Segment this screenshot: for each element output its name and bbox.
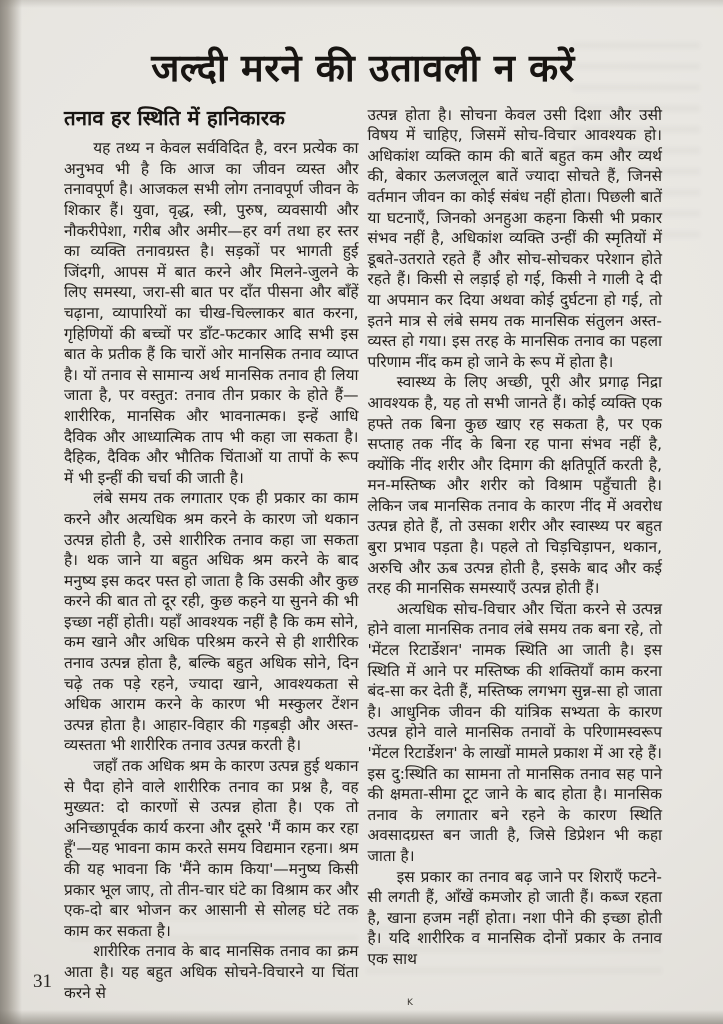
two-column-body <box>64 105 662 1004</box>
paragraph: यह तथ्य न केवल सर्वविदित है, वरन प्रत्येक का अनुभव भी है कि आज का जीवन व्यस्त और तनावपूर्ण है। आजकल सभी लोग तनावपूर्ण जीवन के शिकार हैं। युवा, वृद्ध, स्त्री, पुरुष, व्यवसायी और नौकरीपेशा, गरीब और अमीर—हर वर्ग तथा हर स्तर का व्यक्ति तनावग्रस्त है। सड़कों पर भागती हुई जिंदगी, आपस में बात करने और मिलने-जुलने के लिए समस्या, जरा-सी बात पर दाँत पीसना और बाँहें चढ़ाना, व्यापारियों का चीख-चिल्लाकर बात करना, गृहिणियों की बच्चों पर डाँट-फटकार आदि सभी इस बात के प्रतीक हैं कि चारों ओर मानसिक तनाव व्याप्त है। यों तनाव से सामान्य अर्थ मानसिक तनाव ही लिया जाता है, पर वस्तुत: तनाव तीन प्रकार के होते हैं—शारीरिक, मानसिक और भावनात्मक। इन्हें आधि दैविक और आध्यात्मिक ताप भी कहा जा सकता है। दैहिक, दैविक और भौतिक चिंताओं या तापों के रूप में भी इन्हीं की चर्चा की जाती है। <box>64 139 359 487</box>
page-binding-shadow <box>0 0 22 1024</box>
paragraph: इस प्रकार का तनाव बढ़ जाने पर शिराएँ फटने-सी लगती हैं, आँखें कमजोर हो जाती हैं। कब्ज रहता है, खाना हजम नहीं होता। नशा पीने की इच्छा होती है। यदि शारीरिक व मानसिक दोनों प्रकार के तनाव एक साथ <box>367 867 662 968</box>
paragraph: शारीरिक तनाव के बाद मानसिक तनाव का क्रम आता है। यह बहुत अधिक सोचने-विचारने या चिंता करने से <box>64 942 359 1002</box>
paragraph: उत्पन्न होता है। सोचना केवल उसी दिशा और उसी विषय में चाहिए, जिसमें सोच-विचार आवश्यक हो। अधिकांश व्यक्ति काम की बातें बहुत कम और व्यर्थ की, बेकार ऊलजलूल बातें ज्यादा सोचते हैं, जिनसे वर्तमान जीवन का कोई संबंध नहीं होता। पिछली बातें या घटनाएँ, जिनको अनहुआ कहना किसी भी प्रकार संभव नहीं है, अधिकांश व्यक्ति उन्हीं की स्मृतियों में डूबते-उतराते रहते हैं और सोच-सोचकर परेशान होते रहते हैं। किसी से लड़ाई हो गई, किसी ने गाली दे दी या अपमान कर दिया अथवा कोई दुर्घटना हो गई, तो इतने मात्र से लंबे समय तक मानसिक संतुलन अस्त-व्यस्त हो गया। इस तरह के मानसिक तनाव का पहला परिणाम नींद कम हो जाने के रूप में होता है। <box>367 105 662 371</box>
page-bottom-edge-shadow <box>0 1010 723 1024</box>
paragraph: जहाँ तक अधिक श्रम के कारण उत्पन्न हुई थकान से पैदा होने वाले शारीरिक तनाव का प्रश्न है, वह मुख्यत: दो कारणों से उत्पन्न होता है। एक तो अनिच्छापूर्वक कार्य करना और दूसरे 'मैं काम कर रहा हूँ'—यह भावना काम करते समय विद्यमान रहना। श्रम की यह भावना कि 'मैंने काम किया'—मनुष्य किसी प्रकार भूल जाए, तो तीन-चार घंटे का विश्राम कर और एक-दो बार भोजन कर आसानी से सोलह घंटे तक काम कर सकता है। <box>64 757 359 940</box>
left-column <box>64 105 359 1004</box>
page-title: जल्दी मरने की उतावली न करें <box>151 46 575 90</box>
section-heading: तनाव हर स्थिति में हानिकारक <box>64 105 285 130</box>
printers-mark: K <box>407 998 413 1008</box>
page-number: 31 <box>33 971 52 992</box>
paragraph: अत्यधिक सोच-विचार और चिंता करने से उत्पन्न होने वाला मानसिक तनाव लंबे समय तक बना रहे, तो 'मेंटल रिटार्डेशन' नामक स्थिति आ जाती है। इस स्थिति में आने पर मस्तिष्क की शक्तियाँ काम करना बंद-सा कर देती हैं, मस्तिष्क लगभग सुन्न-सा हो जाता है। आधुनिक जीवन की यांत्रिक सभ्यता के कारण उत्पन्न होने वाले मानसिक तनावों के परिणामस्वरूप 'मेंटल रिटार्डेशन' के लाखों मामले प्रकाश में आ रहे हैं। इस दु:स्थिति का सामना तो मानसिक तनाव सह पाने की क्षमता-सीमा टूट जाने के बाद होता है। मानसिक तनाव के लगातार बने रहने के कारण स्थिति अवसादग्रस्त बन जाती है, जिसे डिप्रेशन भी कहा जाता है। <box>367 599 662 865</box>
paragraph: स्वास्थ्य के लिए अच्छी, पूरी और प्रगाढ़ निद्रा आवश्यक है, यह तो सभी जानते हैं। कोई व्यक्ति एक हफ्ते तक बिना कुछ खाए रह सकता है, पर एक सप्ताह तक नींद के बिना रह पाना संभव नहीं है, क्योंकि नींद शरीर और दिमाग की क्षतिपूर्ति करती है, मन-मस्तिष्क और शरीर को विश्राम पहुँचाती है। लेकिन जब मानसिक तनाव के कारण नींद में अवरोध उत्पन्न होते हैं, तो उसका शरीर और स्वास्थ्य पर बहुत बुरा प्रभाव पड़ता है। पहले तो चिड़चिड़ापन, थकान, अरुचि और ऊब उत्पन्न होती है, इसके बाद और कई तरह की मानसिक समस्याएँ उत्पन्न होती हैं। <box>367 373 662 598</box>
right-column <box>368 105 663 970</box>
paragraph: लंबे समय तक लगातार एक ही प्रकार का काम करने और अत्यधिक श्रम करने के कारण जो थकान उत्पन्न होती है, उसे शारीरिक तनाव कहा जा सकता है। थक जाने या बहुत अधिक श्रम करने के बाद मनुष्य इस कदर पस्त हो जाता है कि उसकी और कुछ करने की बात तो दूर रही, कुछ कहने या सुनने की भी इच्छा नहीं होती। यहाँ आवश्यक नहीं है कि कम सोने, कम खाने और अधिक परिश्रम करने से ही शारीरिक तनाव उत्पन्न होता है, बल्कि बहुत अधिक सोने, दिन चढ़े तक पड़े रहने, ज्यादा खाने, आवश्यकता से अधिक आराम करने के कारण भी मस्कुलर टेंशन उत्पन्न होता है। आहार-विहार की गड़बड़ी और अस्त-व्यस्तता भी शारीरिक तनाव उत्पन्न करती है। <box>64 489 359 755</box>
page-content <box>64 0 662 1003</box>
